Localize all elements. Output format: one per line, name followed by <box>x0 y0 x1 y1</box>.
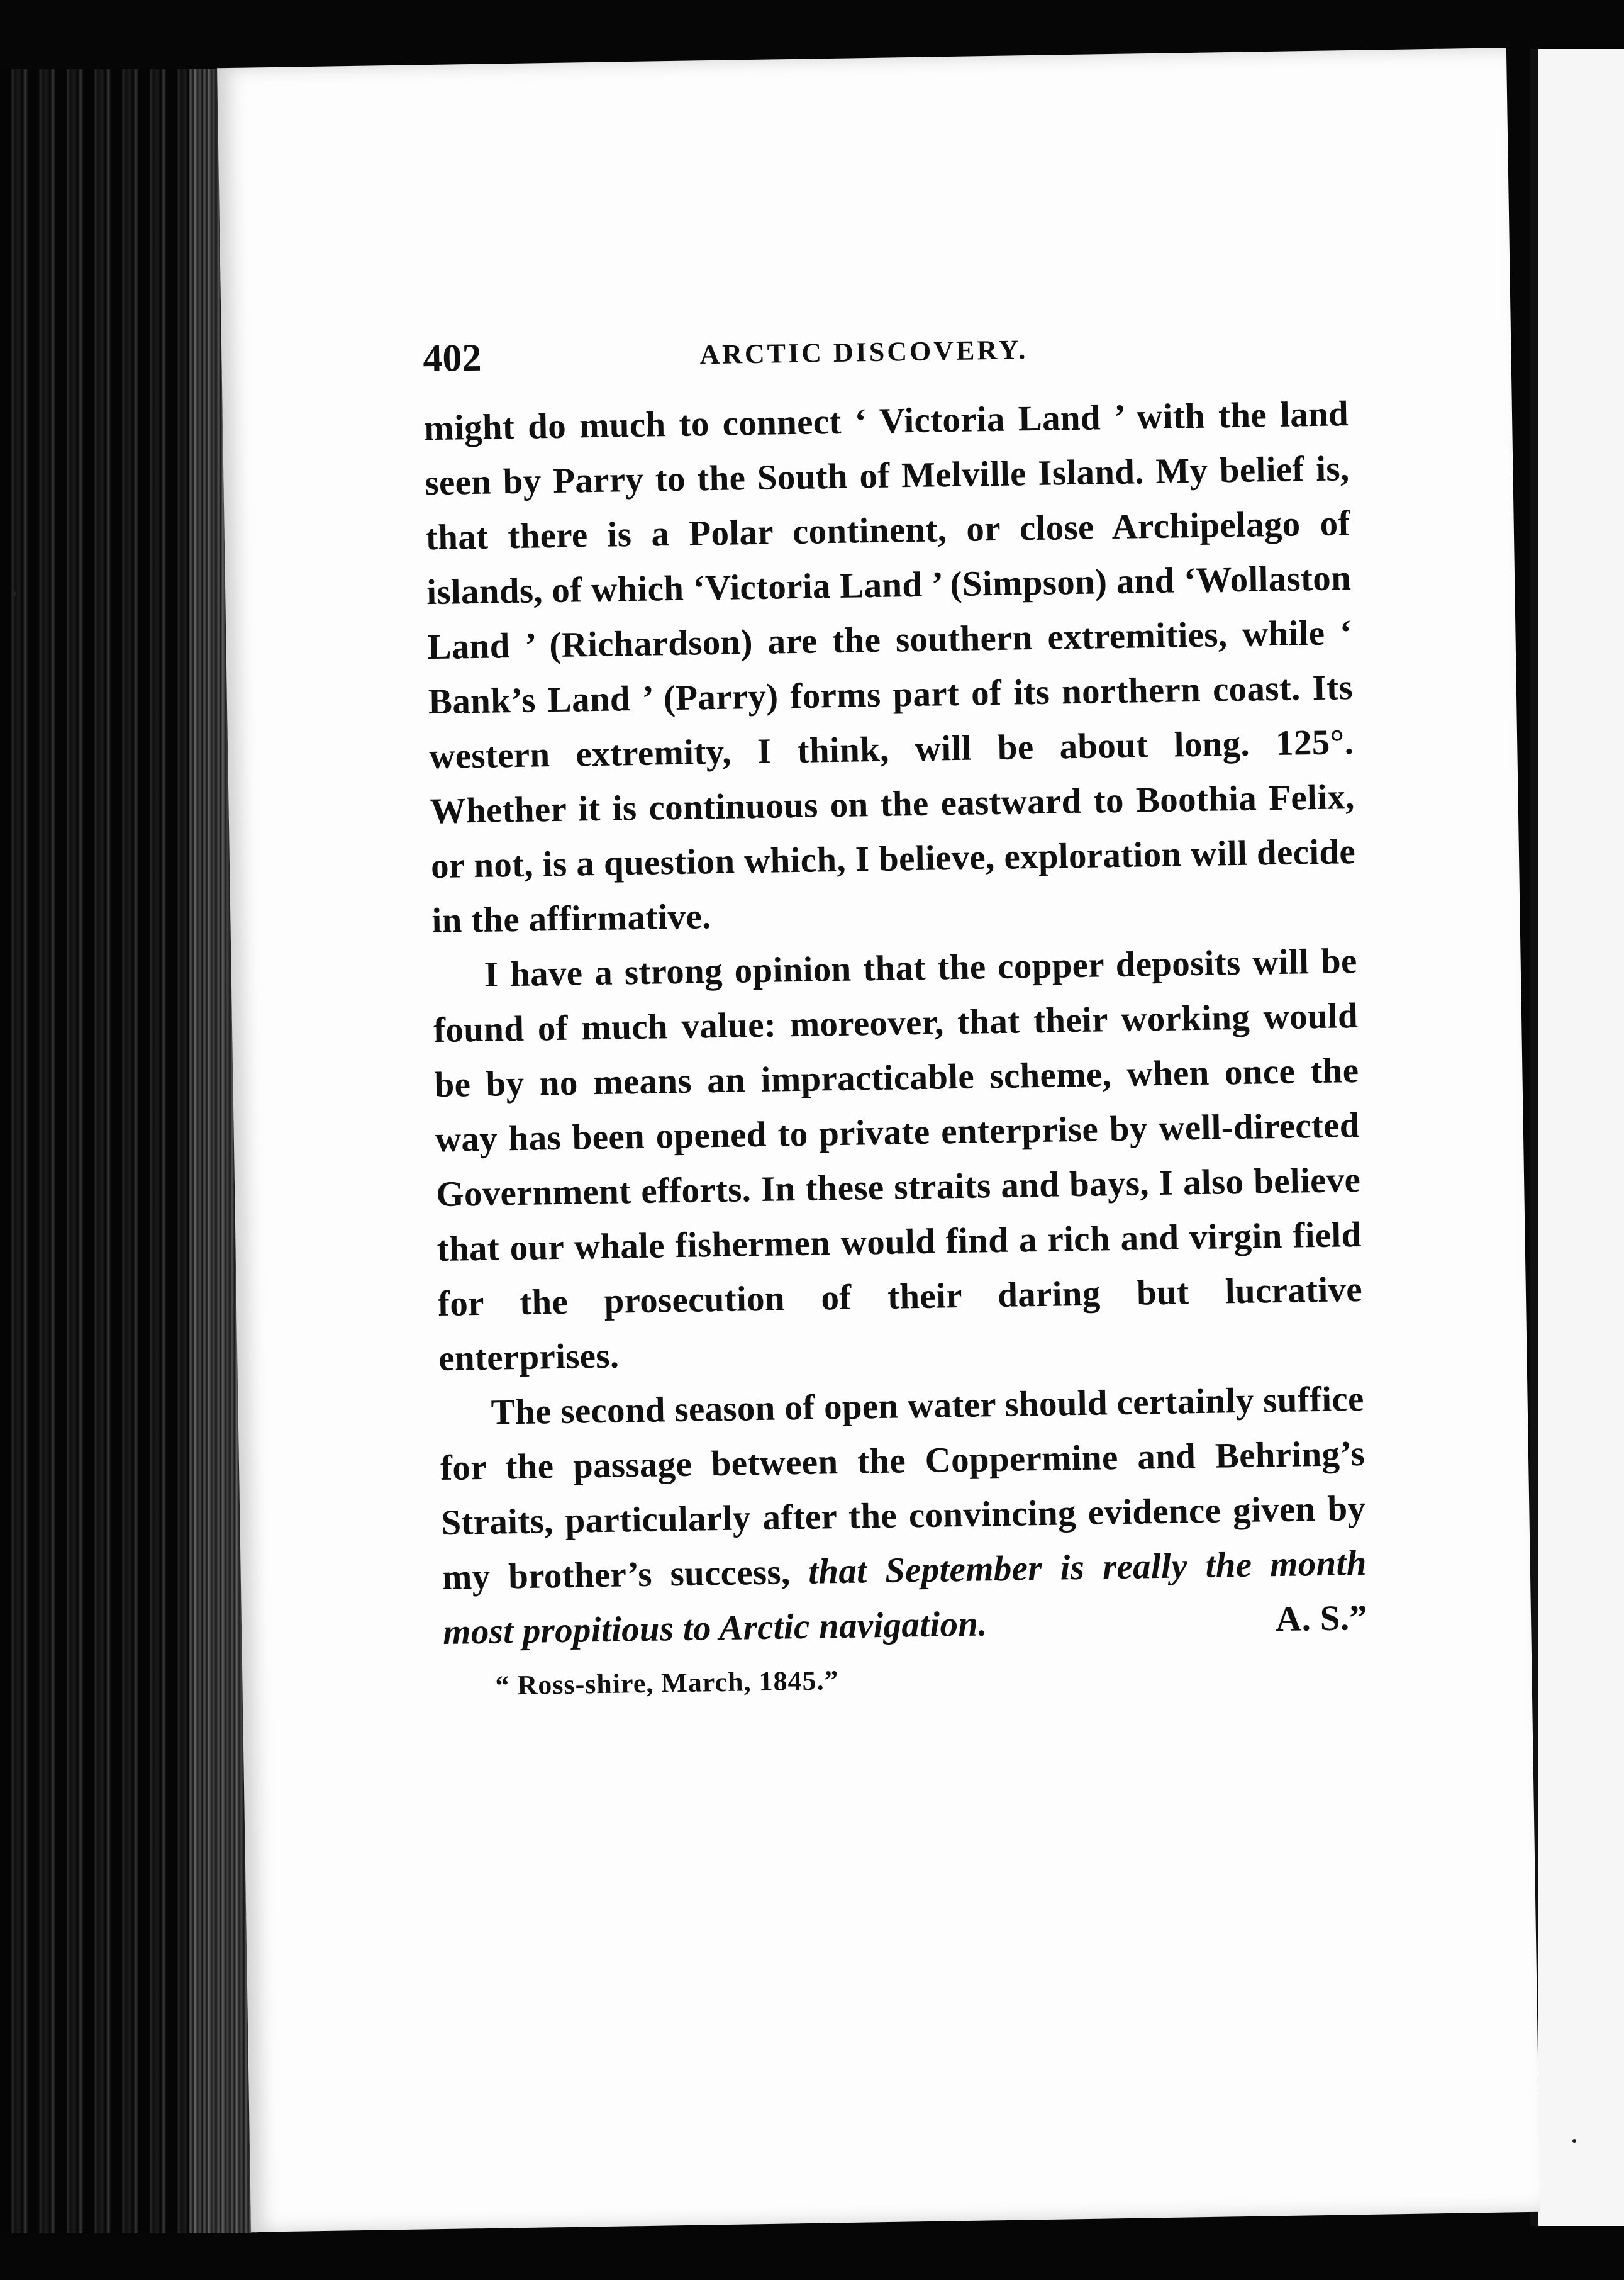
scan-speck <box>1572 2139 1576 2143</box>
page-body <box>423 386 1367 1660</box>
book-page <box>217 48 1540 2232</box>
paragraph-2: I have a strong opinion that the copper deposits will be found of much value: moreover, that their working would be by no means an impracticable scheme, when once the way has been opened to private enterprise by well-directed Government efforts. In these straits and bays, I also believe that our whale fishermen would find a rich and virgin field for the prosecution of their daring but lucrative enterprises. <box>433 941 1363 1379</box>
paragraph-1: might do much to connect ‘ Victoria Land ’ with the land seen by Parry to the South of Melville Island. My belief is, that there is a Polar continent, or close Archipelago of islands, of which ‘Victoria Land ’ (Simpson) and ‘Wollaston Land ’ (Richardson) are the southern extremities, while ‘ Bank’s Land ’ (Parry) forms part of its northern coast. Its western extremity, I think, will be about long. 125°. Whether it is continuous on the eastward to Boothia Felix, or not, is a question which, I believe, exploration will decide in the affirmative. <box>423 394 1356 941</box>
paragraph-3 <box>439 1372 1368 1660</box>
scan-speck <box>11 591 16 596</box>
facing-page-edge <box>1530 49 1624 2226</box>
running-title: ARCTIC DISCOVERY. <box>699 334 1028 371</box>
page-header <box>423 322 1348 393</box>
page-text-block <box>423 322 1369 1709</box>
paragraph-3-text: The second season of open water should certainly suffice for the passage between the Coppermine and Behring’s Straits, particularly after the convincing evidence given by my brother’s success, <box>440 1378 1366 1597</box>
signature-initials: A. S.” <box>1275 1597 1368 1640</box>
dateline: “ Ross-shire, March, 1845.” <box>495 1665 839 1701</box>
paragraph-3-italic-text: that September is really the month most propitious to Arctic navigation. <box>442 1543 1367 1652</box>
page-number: 402 <box>422 336 482 381</box>
